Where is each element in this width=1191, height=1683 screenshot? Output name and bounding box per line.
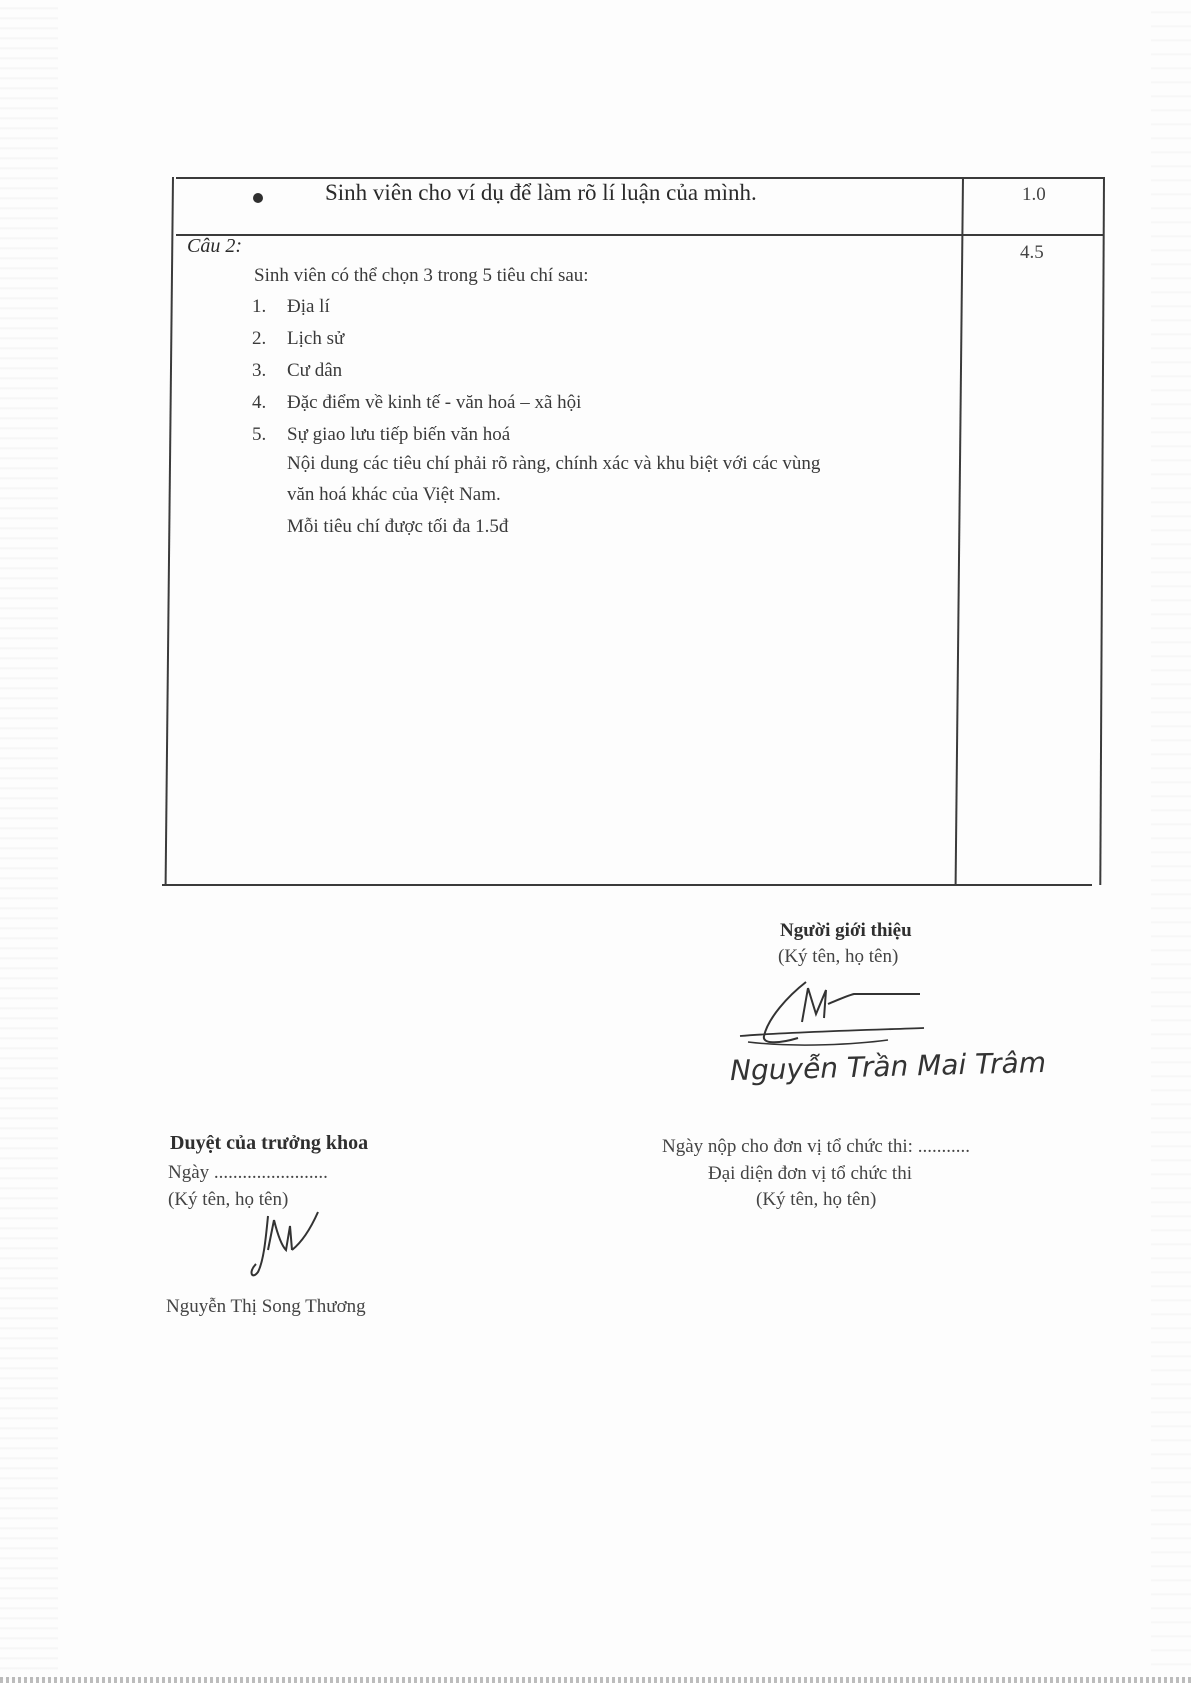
- dean-title: Duyệt của trưởng khoa: [170, 1132, 369, 1154]
- table-column-divider: [955, 177, 964, 885]
- submission-date-line: Ngày nộp cho đơn vị tổ chức thi: ...........: [662, 1136, 970, 1157]
- answer-text: Sinh viên cho ví dụ để làm rõ lí luận của mình.: [325, 180, 757, 205]
- introducer-signed-name: Nguyễn Trần Mai Trâm: [729, 1045, 1047, 1088]
- dean-signature-icon: [244, 1206, 334, 1286]
- list-item: 5. Sự giao lưu tiếp biến văn hoá: [252, 424, 511, 445]
- exam-unit-subtitle: (Ký tên, họ tên): [756, 1189, 877, 1210]
- list-item: 3. Cư dân: [252, 360, 343, 381]
- dean-name: Nguyễn Thị Song Thương: [166, 1296, 366, 1317]
- criteria-intro: Sinh viên có thể chọn 3 trong 5 tiêu chí sau:: [254, 265, 589, 286]
- criteria-note: Nội dung các tiêu chí phải rõ ràng, chính xác và khu biệt với các vùng: [287, 453, 821, 474]
- score-cell: 1.0: [1022, 184, 1046, 205]
- introducer-title: Người giới thiệu: [780, 920, 912, 941]
- table-bottom-border: [162, 884, 1092, 886]
- introducer-subtitle: (Ký tên, họ tên): [778, 946, 899, 967]
- list-item: 2. Lịch sử: [252, 328, 345, 349]
- exam-unit-representative: Đại diện đơn vị tổ chức thi: [708, 1163, 912, 1184]
- dean-date-line: Ngày ........................: [168, 1162, 328, 1183]
- bullet-icon: [253, 193, 263, 203]
- introducer-signature-icon: [728, 978, 948, 1058]
- question-label: Câu 2:: [187, 235, 242, 257]
- criteria-note: văn hoá khác của Việt Nam.: [287, 484, 501, 505]
- table-top-border: [176, 177, 1104, 179]
- score-cell: 4.5: [1020, 242, 1044, 263]
- table-row-divider: [176, 234, 1104, 236]
- criteria-list: [252, 296, 581, 456]
- scan-edge-right: [1151, 0, 1191, 1683]
- scan-bottom-edge: [0, 1677, 1191, 1683]
- table-left-border: [165, 177, 174, 885]
- list-item: 4. Đặc điểm về kinh tế - văn hoá – xã hội: [252, 392, 582, 413]
- table-right-border: [1099, 177, 1105, 885]
- dean-subtitle: (Ký tên, họ tên): [168, 1189, 289, 1210]
- scan-edge-left: [0, 0, 58, 1683]
- list-item: 1. Địa lí: [252, 296, 330, 317]
- criteria-note: Mỗi tiêu chí được tối đa 1.5đ: [287, 516, 509, 537]
